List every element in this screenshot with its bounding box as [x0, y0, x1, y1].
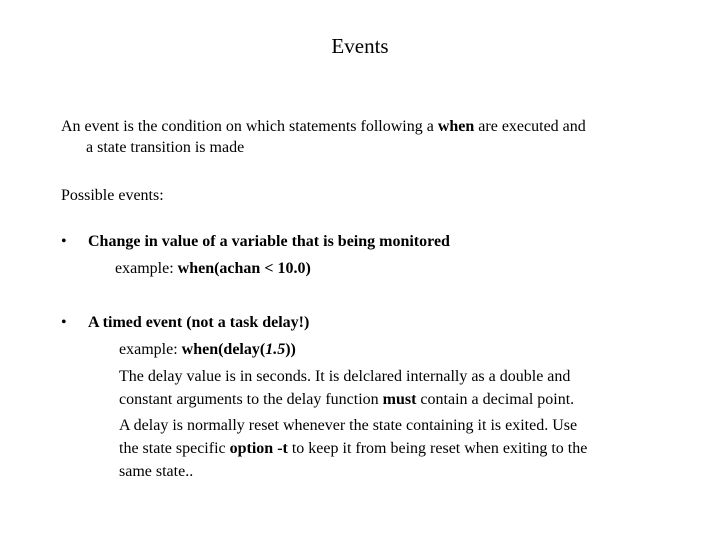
example-code: )): [285, 341, 296, 358]
bullet1-heading: [88, 232, 450, 252]
example-code: when(delay(: [181, 341, 266, 358]
text: constant arguments to the delay function: [119, 391, 383, 408]
intro-line-2: a state transition is made: [86, 139, 245, 156]
example-label: example:: [115, 260, 178, 277]
text: contain a decimal point.: [416, 391, 575, 408]
bullet2-p2-line3: same state..: [119, 463, 194, 480]
bullet2-heading: [88, 313, 309, 333]
bullet2-p1-line1: The delay value is in seconds. It is delclared internally as a double and: [119, 368, 571, 385]
example-code-arg: 1.5: [265, 341, 286, 358]
bullet1-example: [115, 259, 311, 279]
intro-text: An event is the condition on which statements following a: [61, 118, 438, 135]
example-label: example:: [119, 341, 182, 358]
bullet1-heading-text: Change in value of a variable that is being monitored: [88, 233, 450, 250]
bullet2-example: [119, 340, 296, 360]
text: the state specific: [119, 440, 230, 457]
bullet2-p1-line2: [119, 390, 574, 410]
bullet2-p2-line2: [119, 439, 587, 459]
bullet-icon: •: [61, 233, 67, 250]
intro-keyword: when: [437, 118, 475, 135]
possible-events-label: Possible events:: [61, 187, 164, 204]
intro-text: are executed and: [474, 118, 586, 135]
bullet2-heading-text: A timed event (not a task delay!): [88, 314, 310, 331]
emphasis: must: [382, 391, 417, 408]
slide-title: Events: [331, 34, 389, 58]
bullet-icon: •: [61, 314, 67, 331]
example-code: when(achan < 10.0): [177, 260, 311, 277]
emphasis: option -t: [229, 440, 288, 457]
bullet2-p2-line1: A delay is normally reset whenever the state containing it is exited. Use: [119, 417, 578, 434]
intro-line-1: [61, 117, 586, 137]
text: to keep it from being reset when exiting to the: [287, 440, 588, 457]
